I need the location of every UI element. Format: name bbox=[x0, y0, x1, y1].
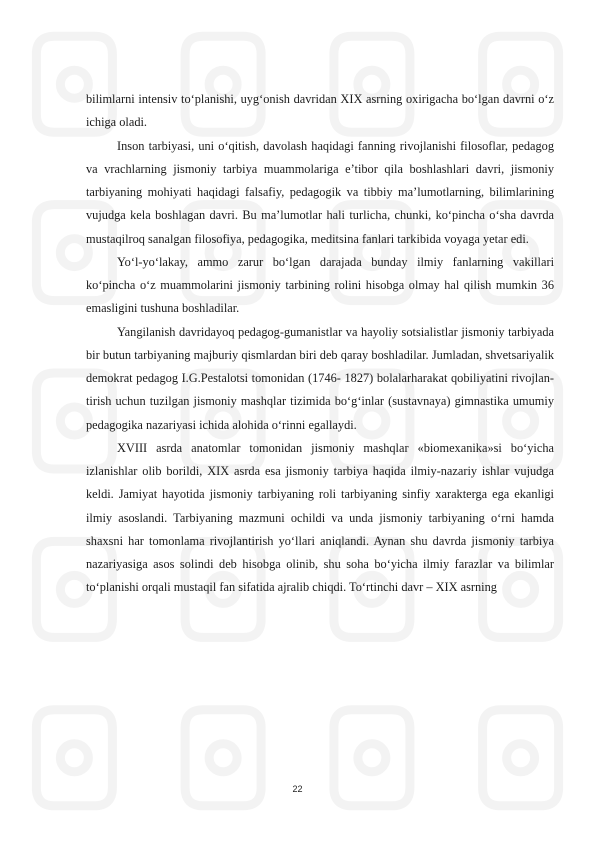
paragraph: Inson tarbiyasi, uni o‘qitish, davolash haqidagi fanning rivojlanishi filosoflar, pedagog va vrachlarning jismoniy tarbiya muammolariga e’tibor qila boshlashlari davri, jismoniy tarbiyaning mohiyati haqidagi falsafiy, pedagogik va tibbiy ma’lumotlarning, bilimlarining vujudga kela boshlagan davri. Bu ma’lumotlar hali turlicha, chunki, ko‘pincha o‘sha davrda mustaqilroq sanalgan filosofiya, pedagogika, meditsina fanlari tarkibida voyaga yetar edi. bbox=[86, 138, 554, 246]
paragraph-continuation: bilimlarni intensiv to‘planishi, uyg‘onish davridan XIX asrning oxirigacha bo‘lgan davrni o‘z ichiga oladi. bbox=[86, 92, 554, 130]
page-number: 22 bbox=[292, 784, 303, 794]
paragraph: Yangilanish davridayoq pedagog-gumanistlar va hayoliy sotsialistlar jismoniy tarbiyada bir butun tarbiyaning majburiy qismlardan biri deb qaray boshladilar. Jumladan, shvetsariyalik demokrat pedagog I.G.Pestalotsi tomonidan (1746- 1827) bolalarharakat qobiliyatini rivojlan-tirish uchun tuzilgan jismoniy mashqlar tizimida bo‘g‘inlar (sustavnaya) gimnastika umumiy pedagogika nazariyasi ichida alohida o‘rinni egallaydi. bbox=[86, 324, 554, 432]
paragraph: Yo‘l-yo‘lakay, ammo zarur bo‘lgan darajada bunday ilmiy fanlarning vakillari ko‘pincha o‘z muammolarini jismoniy tarbining rolini hisobga olmay hal qilish mumkin 36 emasligini tushuna boshladilar. bbox=[86, 254, 554, 316]
paragraph: XVIII asrda anatomlar tomonidan jismoniy mashqlar «biomexanika»si bo‘yicha izlanishlar olib borildi, XIX asrda esa jismoniy tarbiya haqida ilmiy-nazariy ishlar vujudga keldi. Jamiyat hayotida jismoniy tarbiyaning roli tarbiyaning sinfiy xarakterga ega ekanligi ilmiy asoslandi. Tarbiyaning mazmuni ochildi va unda jismoniy tarbiyaning o‘rni hamda shaxsni har tomonlama rivojlantirish yo‘llari aniqlandi. Aynan shu davrda jismoniy tarbiya nazariyasiga asos solindi deb hisobga olinib, shu soha bo‘yicha ilmiy farazlar va bilimlar to‘planishi orqali mustaqil fan sifatida ajralib chiqdi. To‘rtinchi davr – XIX asrning bbox=[86, 440, 554, 595]
document-body bbox=[86, 88, 554, 600]
